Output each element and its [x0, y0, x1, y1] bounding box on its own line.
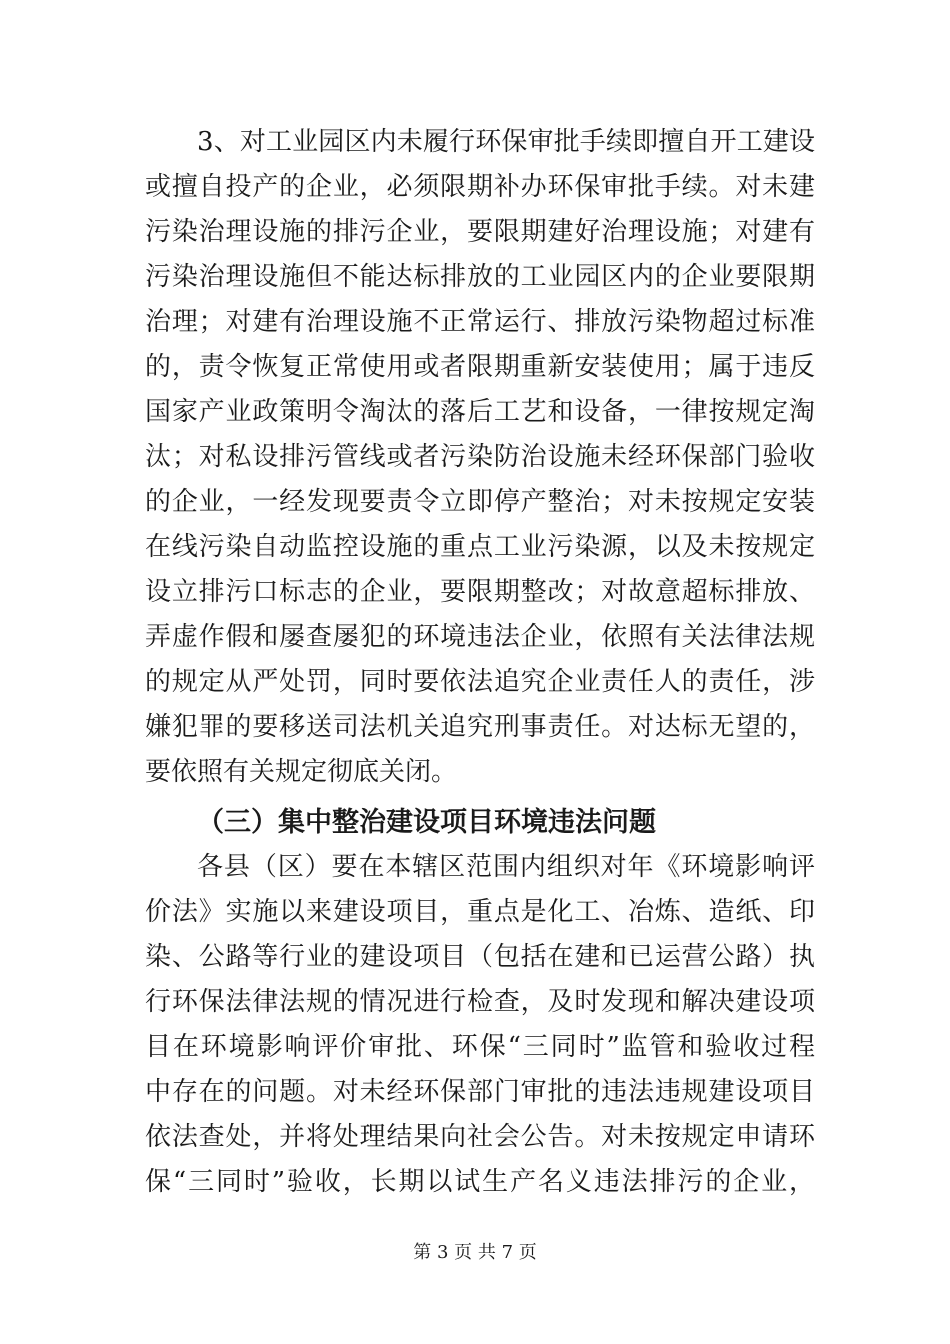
text-line: 设立排污口标志的企业，要限期整改；对故意超标排放、 [145, 577, 815, 607]
text-line: 保“三同时”验收，长期以试生产名义违法排污的企业， [145, 1167, 815, 1197]
text-line: 国家产业政策明令淘汰的落后工艺和设备，一律按规定淘 [145, 397, 815, 427]
text-line: 中存在的问题。对未经环保部门审批的违法违规建设项目 [145, 1077, 815, 1107]
text-line: 的企业，一经发现要责令立即停产整治；对未按规定安装 [145, 487, 815, 517]
text-line: 汰；对私设排污管线或者污染防治设施未经环保部门验收 [145, 442, 815, 472]
text-line: 价法》实施以来建设项目，重点是化工、冶炼、造纸、印 [145, 897, 815, 927]
text-line: 污染治理设施但不能达标排放的工业园区内的企业要限期 [145, 262, 815, 292]
page-number-footer: 第 3 页 共 7 页 [413, 1242, 537, 1263]
text-line: 在线污染自动监控设施的重点工业污染源，以及未按规定 [145, 532, 815, 562]
text-line: 的，责令恢复正常使用或者限期重新安装使用；属于违反 [145, 352, 815, 382]
text-line: 治理；对建有治理设施不正常运行、排放污染物超过标准 [145, 307, 815, 337]
section-heading: （三）集中整治建设项目环境违法问题 [197, 807, 656, 838]
text-line: 或擅自投产的企业，必须限期补办环保审批手续。对未建 [145, 172, 815, 202]
text-line: 各县（区）要在本辖区范围内组织对年《环境影响评 [197, 852, 815, 882]
text-line: 弄虚作假和屡查屡犯的环境违法企业，依照有关法律法规 [145, 622, 815, 652]
text-line: 嫌犯罪的要移送司法机关追究刑事责任。对达标无望的， [145, 712, 815, 742]
text-line: 染、公路等行业的建设项目（包括在建和已运营公路）执 [145, 942, 815, 972]
text-line: 行环保法律法规的情况进行检查，及时发现和解决建设项 [145, 987, 815, 1017]
text-line: 要依照有关规定彻底关闭。 [145, 757, 458, 787]
text-line: 3、对工业园区内未履行环保审批手续即擅自开工建设 [197, 127, 815, 157]
text-line: 的规定从严处罚，同时要依法追究企业责任人的责任，涉 [145, 667, 815, 697]
text-line: 依法查处，并将处理结果向社会公告。对未按规定申请环 [145, 1122, 815, 1152]
text-line: 目在环境影响评价审批、环保“三同时”监管和验收过程 [145, 1032, 815, 1062]
text-line: 污染治理设施的排污企业，要限期建好治理设施；对建有 [145, 217, 815, 247]
